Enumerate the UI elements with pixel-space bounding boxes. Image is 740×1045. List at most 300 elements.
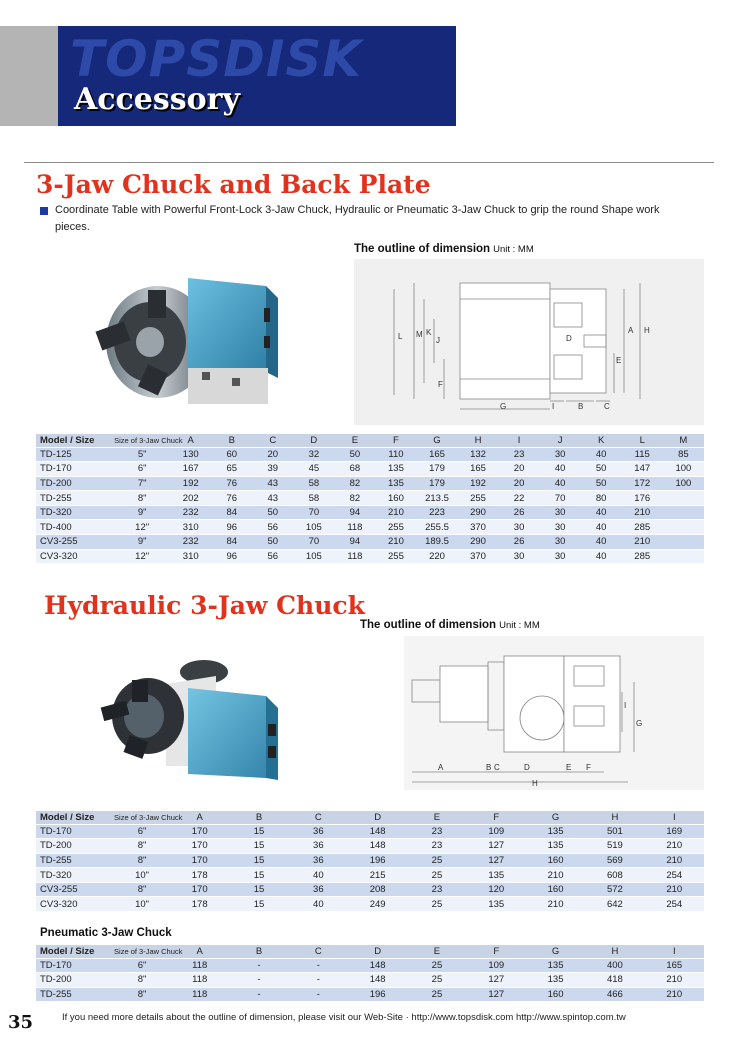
table-cell: 210 bbox=[526, 897, 585, 912]
table-header-row bbox=[36, 945, 704, 958]
outline-label-2: The outline of dimension Unit : MM bbox=[360, 619, 540, 631]
table-cell: 25 bbox=[407, 987, 466, 1002]
table-cell: 15 bbox=[229, 839, 288, 854]
table-cell: 25 bbox=[407, 973, 466, 988]
table-cell: 76 bbox=[211, 491, 252, 506]
header-grey-block bbox=[0, 26, 58, 126]
table-cell: 208 bbox=[348, 882, 407, 897]
table-cell: 135 bbox=[526, 839, 585, 854]
table-cell: 36 bbox=[289, 853, 348, 868]
table-cell: 96 bbox=[211, 520, 252, 535]
table-cell: 20 bbox=[499, 462, 540, 477]
table-cell: 70 bbox=[293, 535, 334, 550]
table-cell: 210 bbox=[645, 973, 704, 988]
table-row bbox=[36, 839, 704, 854]
table-cell: 25 bbox=[407, 958, 466, 973]
page-title: Accessory bbox=[74, 82, 240, 117]
svg-text:D: D bbox=[566, 334, 572, 343]
table-cell: CV3-320 bbox=[36, 549, 114, 564]
column-header: C bbox=[252, 434, 293, 447]
spec-table-hydraulic-chuck bbox=[36, 811, 704, 912]
table-cell: 249 bbox=[348, 897, 407, 912]
table-cell: 36 bbox=[289, 882, 348, 897]
table-cell: 160 bbox=[375, 491, 416, 506]
table-cell: 94 bbox=[334, 505, 375, 520]
table-cell: 30 bbox=[540, 505, 581, 520]
svg-text:K: K bbox=[426, 328, 432, 337]
table-cell: - bbox=[229, 987, 288, 1002]
column-header: Model / Size bbox=[36, 811, 114, 824]
table-cell: 8" bbox=[114, 853, 170, 868]
section-title-pneumatic-chuck: Pneumatic 3-Jaw Chuck bbox=[40, 927, 172, 939]
table-cell: 165 bbox=[458, 462, 499, 477]
table-cell: 192 bbox=[458, 476, 499, 491]
table-cell: 210 bbox=[645, 882, 704, 897]
table-row bbox=[36, 462, 704, 477]
table-cell: 135 bbox=[375, 476, 416, 491]
table-header-row bbox=[36, 434, 704, 447]
table-cell: 148 bbox=[348, 958, 407, 973]
svg-text:A: A bbox=[628, 326, 634, 335]
table-cell: 109 bbox=[467, 958, 526, 973]
table-cell: 179 bbox=[416, 476, 457, 491]
table-cell: 196 bbox=[348, 853, 407, 868]
table-cell: 45 bbox=[293, 462, 334, 477]
table-cell: TD-255 bbox=[36, 853, 114, 868]
table-cell: 56 bbox=[252, 520, 293, 535]
table-cell: 148 bbox=[348, 973, 407, 988]
table-cell: 189.5 bbox=[416, 535, 457, 550]
column-header: E bbox=[407, 945, 466, 958]
table-cell: 100 bbox=[663, 476, 704, 491]
table-cell: 30 bbox=[499, 549, 540, 564]
table-cell: 120 bbox=[467, 882, 526, 897]
table-cell: 76 bbox=[211, 476, 252, 491]
column-header: E bbox=[407, 811, 466, 824]
table-cell: 132 bbox=[458, 447, 499, 462]
table-cell: TD-320 bbox=[36, 505, 114, 520]
table-cell: 118 bbox=[170, 958, 229, 973]
column-header: Size of 3-Jaw Chuck bbox=[114, 945, 170, 958]
header-divider bbox=[24, 162, 714, 163]
table-cell: 80 bbox=[581, 491, 622, 506]
table-cell: 135 bbox=[526, 824, 585, 839]
column-header: Model / Size bbox=[36, 434, 114, 447]
table-cell: 167 bbox=[170, 462, 211, 477]
table-cell: 466 bbox=[585, 987, 644, 1002]
table-cell: 8" bbox=[114, 987, 170, 1002]
table-cell: 39 bbox=[252, 462, 293, 477]
table-cell: 118 bbox=[170, 973, 229, 988]
dimension-drawing-1 bbox=[354, 259, 704, 425]
table-cell: 210 bbox=[375, 505, 416, 520]
table-row bbox=[36, 958, 704, 973]
table-cell: 255 bbox=[375, 549, 416, 564]
table-cell: 213.5 bbox=[416, 491, 457, 506]
table-cell: 105 bbox=[293, 520, 334, 535]
svg-text:B: B bbox=[578, 402, 584, 411]
svg-text:C: C bbox=[494, 763, 500, 772]
table-cell: 160 bbox=[526, 882, 585, 897]
table-cell: 20 bbox=[252, 447, 293, 462]
table-cell: 6" bbox=[114, 958, 170, 973]
table-cell: 170 bbox=[170, 882, 229, 897]
table-cell: 40 bbox=[289, 868, 348, 883]
table-cell: 400 bbox=[585, 958, 644, 973]
table-cell: 210 bbox=[526, 868, 585, 883]
table-cell: 130 bbox=[170, 447, 211, 462]
table-row bbox=[36, 824, 704, 839]
table-cell: 32 bbox=[293, 447, 334, 462]
column-header: G bbox=[416, 434, 457, 447]
table-cell: 254 bbox=[645, 897, 704, 912]
table-cell: 22 bbox=[499, 491, 540, 506]
svg-text:E: E bbox=[616, 356, 622, 365]
table-cell: 58 bbox=[293, 491, 334, 506]
table-cell: 105 bbox=[293, 549, 334, 564]
table-cell: 170 bbox=[170, 839, 229, 854]
outline-label-1: The outline of dimension Unit : MM bbox=[354, 243, 534, 255]
table-cell: 40 bbox=[581, 549, 622, 564]
table-cell: 6" bbox=[114, 462, 170, 477]
table-cell: 569 bbox=[585, 853, 644, 868]
table-cell: 127 bbox=[467, 973, 526, 988]
bullet-icon bbox=[40, 207, 48, 215]
table-cell: 169 bbox=[645, 824, 704, 839]
table-cell: 84 bbox=[211, 505, 252, 520]
table-cell: 50 bbox=[334, 447, 375, 462]
table-cell: TD-170 bbox=[36, 462, 114, 477]
table-cell: 60 bbox=[211, 447, 252, 462]
table-row bbox=[36, 897, 704, 912]
table-cell: 23 bbox=[407, 882, 466, 897]
table-cell: 127 bbox=[467, 839, 526, 854]
table-cell: 179 bbox=[416, 462, 457, 477]
table-row bbox=[36, 549, 704, 564]
table-cell: 148 bbox=[348, 824, 407, 839]
table-cell: TD-200 bbox=[36, 839, 114, 854]
table-cell: - bbox=[289, 987, 348, 1002]
table-cell: 172 bbox=[622, 476, 663, 491]
table-cell: 176 bbox=[622, 491, 663, 506]
table-cell: 15 bbox=[229, 824, 288, 839]
table-cell: 255.5 bbox=[416, 520, 457, 535]
svg-text:L: L bbox=[398, 332, 403, 341]
table-cell: 127 bbox=[467, 987, 526, 1002]
table-cell: 70 bbox=[293, 505, 334, 520]
table-cell: 160 bbox=[526, 987, 585, 1002]
table-cell: 310 bbox=[170, 520, 211, 535]
table-cell: 43 bbox=[252, 476, 293, 491]
table-row bbox=[36, 520, 704, 535]
table-cell: 170 bbox=[170, 853, 229, 868]
column-header: D bbox=[293, 434, 334, 447]
section-title-hydraulic-chuck: Hydraulic 3-Jaw Chuck bbox=[44, 591, 365, 620]
table-cell: 30 bbox=[540, 549, 581, 564]
table-cell: 40 bbox=[540, 476, 581, 491]
column-header: Size of 3-Jaw Chuck bbox=[114, 434, 170, 447]
svg-text:F: F bbox=[586, 763, 591, 772]
table-cell: 255 bbox=[375, 520, 416, 535]
column-header: H bbox=[585, 811, 644, 824]
table-cell: 285 bbox=[622, 520, 663, 535]
table-cell: TD-200 bbox=[36, 476, 114, 491]
table-row bbox=[36, 476, 704, 491]
table-cell: 36 bbox=[289, 824, 348, 839]
table-cell: TD-255 bbox=[36, 491, 114, 506]
table-cell: 12" bbox=[114, 549, 170, 564]
table-cell: 96 bbox=[211, 549, 252, 564]
table-cell: 215 bbox=[348, 868, 407, 883]
table-cell: 127 bbox=[467, 853, 526, 868]
table-cell: 50 bbox=[581, 462, 622, 477]
footer-note: If you need more details about the outline of dimension, please visit our Web-Site · http://www.topsdisk.com http://www.spintop.com.tw bbox=[62, 1012, 626, 1023]
table-cell: 5" bbox=[114, 447, 170, 462]
table-cell: 310 bbox=[170, 549, 211, 564]
column-header: H bbox=[585, 945, 644, 958]
table-cell: 40 bbox=[540, 462, 581, 477]
svg-text:H: H bbox=[644, 326, 650, 335]
table-cell: 370 bbox=[458, 520, 499, 535]
column-header: I bbox=[499, 434, 540, 447]
table-cell: 84 bbox=[211, 535, 252, 550]
section-description: Coordinate Table with Powerful Front-Lock 3-Jaw Chuck, Hydraulic or Pneumatic 3-Jaw Chuck to grip the round Shape work pieces. bbox=[55, 204, 660, 233]
table-cell: 220 bbox=[416, 549, 457, 564]
table-cell: 15 bbox=[229, 853, 288, 868]
table-cell: TD-255 bbox=[36, 987, 114, 1002]
table-cell: 8" bbox=[114, 882, 170, 897]
svg-text:G: G bbox=[636, 719, 643, 728]
table-row bbox=[36, 987, 704, 1002]
table-cell: 9" bbox=[114, 505, 170, 520]
svg-text:D: D bbox=[524, 763, 530, 772]
table-row bbox=[36, 973, 704, 988]
table-cell: 82 bbox=[334, 476, 375, 491]
table-cell: 642 bbox=[585, 897, 644, 912]
hydraulic-chuck-photo bbox=[96, 654, 286, 784]
table-cell: 148 bbox=[348, 839, 407, 854]
table-cell: 8" bbox=[114, 491, 170, 506]
table-cell: 25 bbox=[407, 868, 466, 883]
table-cell: 10" bbox=[114, 868, 170, 883]
table-cell: 118 bbox=[170, 987, 229, 1002]
table-cell: 202 bbox=[170, 491, 211, 506]
table-cell: 135 bbox=[526, 958, 585, 973]
table-cell: 608 bbox=[585, 868, 644, 883]
spec-table-pneumatic-chuck bbox=[36, 945, 704, 1002]
table-cell: 135 bbox=[526, 973, 585, 988]
table-cell: 370 bbox=[458, 549, 499, 564]
table-cell: 254 bbox=[645, 868, 704, 883]
table-cell: 50 bbox=[252, 505, 293, 520]
table-cell: 519 bbox=[585, 839, 644, 854]
table-row bbox=[36, 505, 704, 520]
svg-text:E: E bbox=[566, 763, 572, 772]
table-cell: TD-125 bbox=[36, 447, 114, 462]
table-cell: 232 bbox=[170, 505, 211, 520]
table-row bbox=[36, 447, 704, 462]
table-cell: - bbox=[289, 973, 348, 988]
table-cell: 10" bbox=[114, 897, 170, 912]
table-cell: 135 bbox=[375, 462, 416, 477]
table-cell: 40 bbox=[581, 447, 622, 462]
table-cell: 40 bbox=[289, 897, 348, 912]
column-header: G bbox=[526, 945, 585, 958]
table-cell: 82 bbox=[334, 491, 375, 506]
table-header-row bbox=[36, 811, 704, 824]
table-cell: 26 bbox=[499, 505, 540, 520]
table-cell: 30 bbox=[540, 520, 581, 535]
table-cell: TD-200 bbox=[36, 973, 114, 988]
table-cell: 70 bbox=[540, 491, 581, 506]
table-cell: 12" bbox=[114, 520, 170, 535]
table-cell: 23 bbox=[407, 824, 466, 839]
column-header: A bbox=[170, 811, 229, 824]
table-cell bbox=[663, 535, 704, 550]
table-row bbox=[36, 853, 704, 868]
table-cell: 285 bbox=[622, 549, 663, 564]
column-header: F bbox=[467, 811, 526, 824]
table-cell: 196 bbox=[348, 987, 407, 1002]
table-cell: 210 bbox=[645, 987, 704, 1002]
column-header: K bbox=[581, 434, 622, 447]
table-cell: 56 bbox=[252, 549, 293, 564]
table-cell: 50 bbox=[581, 476, 622, 491]
table-cell bbox=[663, 491, 704, 506]
table-cell: 223 bbox=[416, 505, 457, 520]
table-cell: TD-320 bbox=[36, 868, 114, 883]
table-cell: 210 bbox=[645, 853, 704, 868]
table-cell: 210 bbox=[375, 535, 416, 550]
table-cell: - bbox=[229, 973, 288, 988]
column-header: G bbox=[526, 811, 585, 824]
table-cell: 9" bbox=[114, 535, 170, 550]
table-cell: 165 bbox=[416, 447, 457, 462]
table-cell: - bbox=[289, 958, 348, 973]
table-row bbox=[36, 535, 704, 550]
column-header: F bbox=[375, 434, 416, 447]
table-cell: 43 bbox=[252, 491, 293, 506]
table-cell: 418 bbox=[585, 973, 644, 988]
table-cell: 135 bbox=[467, 868, 526, 883]
column-header: B bbox=[229, 945, 288, 958]
column-header: L bbox=[622, 434, 663, 447]
table-cell: 192 bbox=[170, 476, 211, 491]
column-header: Size of 3-Jaw Chuck bbox=[114, 811, 170, 824]
svg-text:B: B bbox=[486, 763, 492, 772]
table-cell: 170 bbox=[170, 824, 229, 839]
table-cell: 118 bbox=[334, 549, 375, 564]
svg-text:F: F bbox=[438, 380, 443, 389]
table-cell: 109 bbox=[467, 824, 526, 839]
column-header: M bbox=[663, 434, 704, 447]
table-cell: CV3-255 bbox=[36, 882, 114, 897]
table-cell bbox=[663, 549, 704, 564]
table-row bbox=[36, 882, 704, 897]
table-cell: 290 bbox=[458, 535, 499, 550]
column-header: B bbox=[229, 811, 288, 824]
svg-text:H: H bbox=[532, 779, 538, 788]
table-cell: 40 bbox=[581, 505, 622, 520]
table-cell: 20 bbox=[499, 476, 540, 491]
table-cell: 58 bbox=[293, 476, 334, 491]
column-header: B bbox=[211, 434, 252, 447]
table-cell: 15 bbox=[229, 897, 288, 912]
table-cell: CV3-320 bbox=[36, 897, 114, 912]
table-cell: 160 bbox=[526, 853, 585, 868]
column-header: C bbox=[289, 811, 348, 824]
column-header: D bbox=[348, 945, 407, 958]
table-cell: 15 bbox=[229, 868, 288, 883]
table-cell: 165 bbox=[645, 958, 704, 973]
svg-text:I: I bbox=[552, 402, 555, 411]
table-cell: 210 bbox=[622, 505, 663, 520]
table-cell: 50 bbox=[252, 535, 293, 550]
page-number: 35 bbox=[8, 1012, 34, 1033]
column-header: I bbox=[645, 945, 704, 958]
svg-text:I: I bbox=[624, 701, 627, 710]
brand-logo: TOPSDISK bbox=[70, 30, 363, 88]
table-cell: 572 bbox=[585, 882, 644, 897]
column-header: C bbox=[289, 945, 348, 958]
table-cell: TD-170 bbox=[36, 958, 114, 973]
table-cell: 68 bbox=[334, 462, 375, 477]
table-cell: 23 bbox=[499, 447, 540, 462]
table-cell: 100 bbox=[663, 462, 704, 477]
table-cell: 255 bbox=[458, 491, 499, 506]
svg-text:M: M bbox=[416, 330, 423, 339]
table-cell: 30 bbox=[499, 520, 540, 535]
spec-table-3jaw-chuck bbox=[36, 434, 704, 564]
table-cell: 8" bbox=[114, 839, 170, 854]
table-cell: 210 bbox=[622, 535, 663, 550]
table-cell: 147 bbox=[622, 462, 663, 477]
svg-text:C: C bbox=[604, 402, 610, 411]
table-cell: 25 bbox=[407, 853, 466, 868]
table-row bbox=[36, 491, 704, 506]
table-cell: 135 bbox=[467, 897, 526, 912]
column-header: D bbox=[348, 811, 407, 824]
column-header: A bbox=[170, 434, 211, 447]
column-header: E bbox=[334, 434, 375, 447]
table-cell: 115 bbox=[622, 447, 663, 462]
section-title-3jaw-chuck: 3-Jaw Chuck and Back Plate bbox=[36, 170, 431, 199]
table-cell: 110 bbox=[375, 447, 416, 462]
dimension-drawing-2 bbox=[404, 636, 704, 790]
table-cell: CV3-255 bbox=[36, 535, 114, 550]
svg-text:J: J bbox=[436, 336, 440, 345]
table-cell: 178 bbox=[170, 897, 229, 912]
table-cell bbox=[663, 520, 704, 535]
table-cell: 501 bbox=[585, 824, 644, 839]
table-cell: 40 bbox=[581, 520, 622, 535]
table-cell: 36 bbox=[289, 839, 348, 854]
table-cell: TD-170 bbox=[36, 824, 114, 839]
table-cell: 6" bbox=[114, 824, 170, 839]
table-cell: 118 bbox=[334, 520, 375, 535]
table-cell: 7" bbox=[114, 476, 170, 491]
column-header: H bbox=[458, 434, 499, 447]
table-cell: - bbox=[229, 958, 288, 973]
table-cell: 30 bbox=[540, 447, 581, 462]
column-header: Model / Size bbox=[36, 945, 114, 958]
chuck-backplate-photo bbox=[88, 268, 288, 418]
table-row bbox=[36, 868, 704, 883]
table-cell: 65 bbox=[211, 462, 252, 477]
header-banner bbox=[58, 26, 456, 126]
table-cell: 94 bbox=[334, 535, 375, 550]
table-cell: 23 bbox=[407, 839, 466, 854]
